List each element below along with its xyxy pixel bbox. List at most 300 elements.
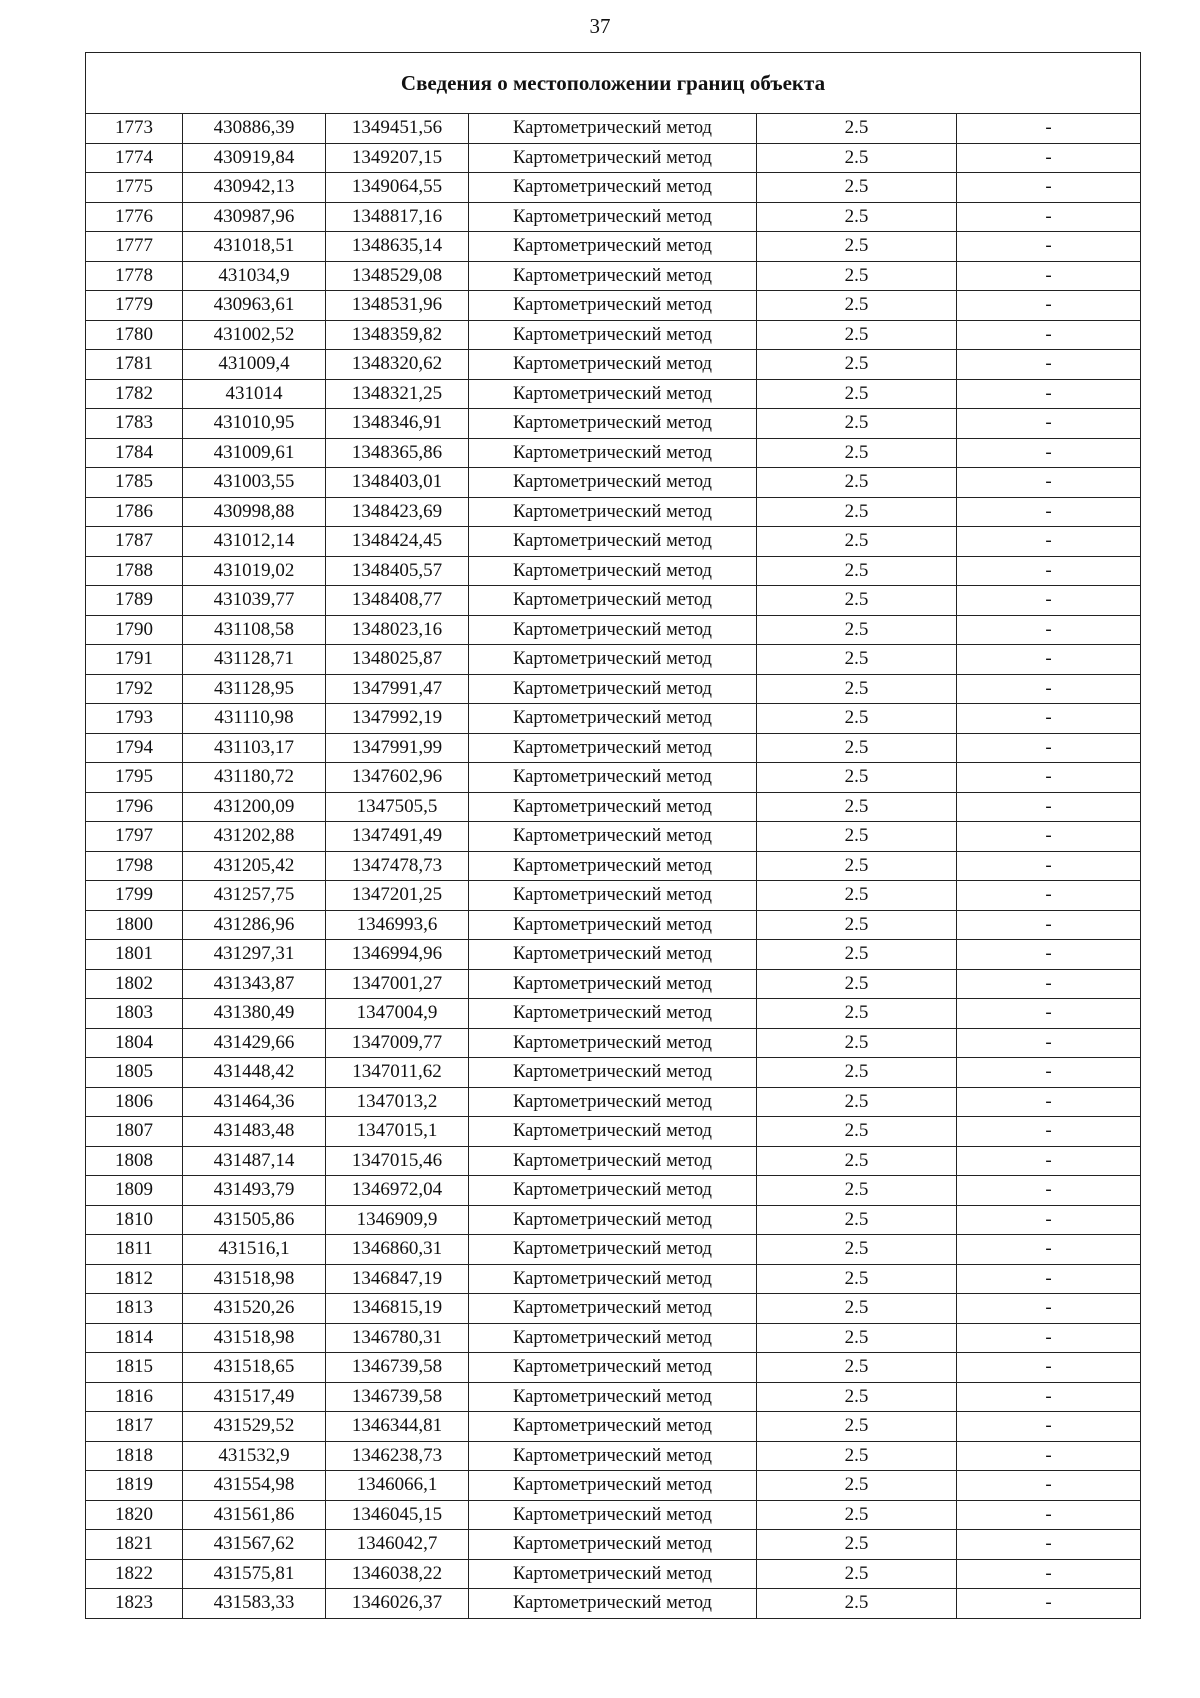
- description-cell: -: [957, 1382, 1141, 1412]
- table-row: [86, 143, 1141, 173]
- y-coordinate-cell: 1346993,6: [326, 910, 469, 940]
- table-row: [86, 586, 1141, 616]
- point-number-cell: 1773: [86, 114, 183, 144]
- x-coordinate-cell: 431110,98: [183, 704, 326, 734]
- point-number-cell: 1789: [86, 586, 183, 616]
- point-number-cell: 1785: [86, 468, 183, 498]
- point-number-cell: 1795: [86, 763, 183, 793]
- table-row: [86, 350, 1141, 380]
- point-number-cell: 1774: [86, 143, 183, 173]
- table-row: [86, 202, 1141, 232]
- point-number-cell: 1794: [86, 733, 183, 763]
- description-cell: -: [957, 556, 1141, 586]
- x-coordinate-cell: 431554,98: [183, 1471, 326, 1501]
- point-number-cell: 1775: [86, 173, 183, 203]
- description-cell: -: [957, 1205, 1141, 1235]
- x-coordinate-cell: 431034,9: [183, 261, 326, 291]
- description-cell: -: [957, 261, 1141, 291]
- point-number-cell: 1793: [86, 704, 183, 734]
- point-number-cell: 1792: [86, 674, 183, 704]
- y-coordinate-cell: 1347004,9: [326, 999, 469, 1029]
- accuracy-cell: 2.5: [757, 1412, 957, 1442]
- y-coordinate-cell: 1346045,15: [326, 1500, 469, 1530]
- point-number-cell: 1799: [86, 881, 183, 911]
- method-cell: Картометрический метод: [469, 320, 757, 350]
- method-cell: Картометрический метод: [469, 586, 757, 616]
- y-coordinate-cell: 1346780,31: [326, 1323, 469, 1353]
- accuracy-cell: 2.5: [757, 999, 957, 1029]
- table-row: [86, 1146, 1141, 1176]
- method-cell: Картометрический метод: [469, 143, 757, 173]
- y-coordinate-cell: 1347991,47: [326, 674, 469, 704]
- accuracy-cell: 2.5: [757, 615, 957, 645]
- table-row: [86, 881, 1141, 911]
- x-coordinate-cell: 431010,95: [183, 409, 326, 439]
- description-cell: -: [957, 586, 1141, 616]
- method-cell: Картометрический метод: [469, 1028, 757, 1058]
- table-body: [86, 114, 1141, 1619]
- accuracy-cell: 2.5: [757, 1294, 957, 1324]
- y-coordinate-cell: 1347015,46: [326, 1146, 469, 1176]
- table-row: [86, 792, 1141, 822]
- description-cell: -: [957, 350, 1141, 380]
- y-coordinate-cell: 1348321,25: [326, 379, 469, 409]
- x-coordinate-cell: 430942,13: [183, 173, 326, 203]
- x-coordinate-cell: 431257,75: [183, 881, 326, 911]
- y-coordinate-cell: 1346860,31: [326, 1235, 469, 1265]
- table-row: [86, 999, 1141, 1029]
- description-cell: -: [957, 733, 1141, 763]
- accuracy-cell: 2.5: [757, 1382, 957, 1412]
- table-row: [86, 527, 1141, 557]
- accuracy-cell: 2.5: [757, 881, 957, 911]
- description-cell: -: [957, 1559, 1141, 1589]
- x-coordinate-cell: 431567,62: [183, 1530, 326, 1560]
- x-coordinate-cell: 431561,86: [183, 1500, 326, 1530]
- accuracy-cell: 2.5: [757, 173, 957, 203]
- x-coordinate-cell: 431003,55: [183, 468, 326, 498]
- table-row: [86, 1441, 1141, 1471]
- point-number-cell: 1821: [86, 1530, 183, 1560]
- x-coordinate-cell: 431009,4: [183, 350, 326, 380]
- table-row: [86, 1353, 1141, 1383]
- table-row: [86, 114, 1141, 144]
- method-cell: Картометрический метод: [469, 1323, 757, 1353]
- method-cell: Картометрический метод: [469, 881, 757, 911]
- method-cell: Картометрический метод: [469, 822, 757, 852]
- description-cell: -: [957, 822, 1141, 852]
- x-coordinate-cell: 431343,87: [183, 969, 326, 999]
- y-coordinate-cell: 1348320,62: [326, 350, 469, 380]
- table-row: [86, 173, 1141, 203]
- point-number-cell: 1788: [86, 556, 183, 586]
- description-cell: -: [957, 202, 1141, 232]
- description-cell: -: [957, 910, 1141, 940]
- table-row: [86, 261, 1141, 291]
- y-coordinate-cell: 1347013,2: [326, 1087, 469, 1117]
- method-cell: Картометрический метод: [469, 1530, 757, 1560]
- x-coordinate-cell: 431103,17: [183, 733, 326, 763]
- method-cell: Картометрический метод: [469, 763, 757, 793]
- description-cell: -: [957, 379, 1141, 409]
- method-cell: Картометрический метод: [469, 1589, 757, 1619]
- table-row: [86, 763, 1141, 793]
- accuracy-cell: 2.5: [757, 733, 957, 763]
- table-row: [86, 969, 1141, 999]
- y-coordinate-cell: 1347201,25: [326, 881, 469, 911]
- description-cell: -: [957, 615, 1141, 645]
- x-coordinate-cell: 431583,33: [183, 1589, 326, 1619]
- method-cell: Картометрический метод: [469, 1441, 757, 1471]
- method-cell: Картометрический метод: [469, 851, 757, 881]
- method-cell: Картометрический метод: [469, 1087, 757, 1117]
- y-coordinate-cell: 1346042,7: [326, 1530, 469, 1560]
- method-cell: Картометрический метод: [469, 409, 757, 439]
- point-number-cell: 1800: [86, 910, 183, 940]
- table-row: [86, 1264, 1141, 1294]
- method-cell: Картометрический метод: [469, 615, 757, 645]
- method-cell: Картометрический метод: [469, 173, 757, 203]
- description-cell: -: [957, 645, 1141, 675]
- y-coordinate-cell: 1346847,19: [326, 1264, 469, 1294]
- description-cell: -: [957, 1087, 1141, 1117]
- accuracy-cell: 2.5: [757, 1500, 957, 1530]
- x-coordinate-cell: 431012,14: [183, 527, 326, 557]
- y-coordinate-cell: 1347491,49: [326, 822, 469, 852]
- method-cell: Картометрический метод: [469, 1294, 757, 1324]
- x-coordinate-cell: 431128,71: [183, 645, 326, 675]
- point-number-cell: 1808: [86, 1146, 183, 1176]
- point-number-cell: 1801: [86, 940, 183, 970]
- table-row: [86, 1028, 1141, 1058]
- point-number-cell: 1782: [86, 379, 183, 409]
- description-cell: -: [957, 999, 1141, 1029]
- x-coordinate-cell: 431575,81: [183, 1559, 326, 1589]
- method-cell: Картометрический метод: [469, 1058, 757, 1088]
- method-cell: Картометрический метод: [469, 1235, 757, 1265]
- method-cell: Картометрический метод: [469, 1176, 757, 1206]
- description-cell: -: [957, 468, 1141, 498]
- description-cell: -: [957, 851, 1141, 881]
- y-coordinate-cell: 1348817,16: [326, 202, 469, 232]
- method-cell: Картометрический метод: [469, 202, 757, 232]
- description-cell: -: [957, 438, 1141, 468]
- point-number-cell: 1776: [86, 202, 183, 232]
- y-coordinate-cell: 1346909,9: [326, 1205, 469, 1235]
- accuracy-cell: 2.5: [757, 497, 957, 527]
- point-number-cell: 1790: [86, 615, 183, 645]
- table-row: [86, 320, 1141, 350]
- description-cell: -: [957, 1235, 1141, 1265]
- x-coordinate-cell: 431380,49: [183, 999, 326, 1029]
- x-coordinate-cell: 431429,66: [183, 1028, 326, 1058]
- table-row: [86, 733, 1141, 763]
- description-cell: -: [957, 1117, 1141, 1147]
- point-number-cell: 1814: [86, 1323, 183, 1353]
- accuracy-cell: 2.5: [757, 940, 957, 970]
- table-row: [86, 1058, 1141, 1088]
- x-coordinate-cell: 431518,65: [183, 1353, 326, 1383]
- x-coordinate-cell: 431014: [183, 379, 326, 409]
- method-cell: Картометрический метод: [469, 556, 757, 586]
- accuracy-cell: 2.5: [757, 114, 957, 144]
- point-number-cell: 1806: [86, 1087, 183, 1117]
- x-coordinate-cell: 431487,14: [183, 1146, 326, 1176]
- y-coordinate-cell: 1348403,01: [326, 468, 469, 498]
- table-row: [86, 379, 1141, 409]
- table-row: [86, 1500, 1141, 1530]
- description-cell: -: [957, 1441, 1141, 1471]
- x-coordinate-cell: 431518,98: [183, 1264, 326, 1294]
- page-number: 37: [589, 14, 611, 38]
- method-cell: Картометрический метод: [469, 674, 757, 704]
- x-coordinate-cell: 430963,61: [183, 291, 326, 321]
- point-number-cell: 1817: [86, 1412, 183, 1442]
- x-coordinate-cell: 431108,58: [183, 615, 326, 645]
- description-cell: -: [957, 1146, 1141, 1176]
- description-cell: -: [957, 763, 1141, 793]
- y-coordinate-cell: 1347991,99: [326, 733, 469, 763]
- accuracy-cell: 2.5: [757, 379, 957, 409]
- accuracy-cell: 2.5: [757, 232, 957, 262]
- accuracy-cell: 2.5: [757, 792, 957, 822]
- y-coordinate-cell: 1347001,27: [326, 969, 469, 999]
- point-number-cell: 1779: [86, 291, 183, 321]
- accuracy-cell: 2.5: [757, 1323, 957, 1353]
- accuracy-cell: 2.5: [757, 645, 957, 675]
- x-coordinate-cell: 431493,79: [183, 1176, 326, 1206]
- point-number-cell: 1796: [86, 792, 183, 822]
- x-coordinate-cell: 430987,96: [183, 202, 326, 232]
- accuracy-cell: 2.5: [757, 910, 957, 940]
- y-coordinate-cell: 1346739,58: [326, 1382, 469, 1412]
- method-cell: Картометрический метод: [469, 379, 757, 409]
- x-coordinate-cell: 431018,51: [183, 232, 326, 262]
- y-coordinate-cell: 1348359,82: [326, 320, 469, 350]
- accuracy-cell: 2.5: [757, 468, 957, 498]
- accuracy-cell: 2.5: [757, 674, 957, 704]
- point-number-cell: 1807: [86, 1117, 183, 1147]
- table-row: [86, 910, 1141, 940]
- method-cell: Картометрический метод: [469, 350, 757, 380]
- accuracy-cell: 2.5: [757, 350, 957, 380]
- point-number-cell: 1820: [86, 1500, 183, 1530]
- accuracy-cell: 2.5: [757, 202, 957, 232]
- accuracy-cell: 2.5: [757, 1353, 957, 1383]
- point-number-cell: 1781: [86, 350, 183, 380]
- point-number-cell: 1822: [86, 1559, 183, 1589]
- description-cell: -: [957, 1530, 1141, 1560]
- point-number-cell: 1804: [86, 1028, 183, 1058]
- x-coordinate-cell: 431448,42: [183, 1058, 326, 1088]
- accuracy-cell: 2.5: [757, 291, 957, 321]
- table-row: [86, 556, 1141, 586]
- x-coordinate-cell: 431009,61: [183, 438, 326, 468]
- table-row: [86, 1559, 1141, 1589]
- table-row: [86, 1117, 1141, 1147]
- point-number-cell: 1780: [86, 320, 183, 350]
- table-row: [86, 1530, 1141, 1560]
- description-cell: -: [957, 1500, 1141, 1530]
- y-coordinate-cell: 1347505,5: [326, 792, 469, 822]
- method-cell: Картометрический метод: [469, 1117, 757, 1147]
- accuracy-cell: 2.5: [757, 1559, 957, 1589]
- point-number-cell: 1784: [86, 438, 183, 468]
- description-cell: -: [957, 792, 1141, 822]
- description-cell: -: [957, 232, 1141, 262]
- point-number-cell: 1816: [86, 1382, 183, 1412]
- point-number-cell: 1815: [86, 1353, 183, 1383]
- accuracy-cell: 2.5: [757, 763, 957, 793]
- method-cell: Картометрический метод: [469, 910, 757, 940]
- table-row: [86, 615, 1141, 645]
- y-coordinate-cell: 1348346,91: [326, 409, 469, 439]
- method-cell: Картометрический метод: [469, 1146, 757, 1176]
- description-cell: -: [957, 1471, 1141, 1501]
- accuracy-cell: 2.5: [757, 1028, 957, 1058]
- accuracy-cell: 2.5: [757, 143, 957, 173]
- y-coordinate-cell: 1348405,57: [326, 556, 469, 586]
- x-coordinate-cell: 431297,31: [183, 940, 326, 970]
- table-row: [86, 1323, 1141, 1353]
- accuracy-cell: 2.5: [757, 261, 957, 291]
- table-title: Сведения о местоположении границ объекта: [86, 53, 1141, 114]
- y-coordinate-cell: 1346026,37: [326, 1589, 469, 1619]
- method-cell: Картометрический метод: [469, 1500, 757, 1530]
- y-coordinate-cell: 1348365,86: [326, 438, 469, 468]
- y-coordinate-cell: 1346815,19: [326, 1294, 469, 1324]
- y-coordinate-cell: 1347015,1: [326, 1117, 469, 1147]
- table-row: [86, 497, 1141, 527]
- method-cell: Картометрический метод: [469, 969, 757, 999]
- method-cell: Картометрический метод: [469, 497, 757, 527]
- accuracy-cell: 2.5: [757, 969, 957, 999]
- point-number-cell: 1819: [86, 1471, 183, 1501]
- method-cell: Картометрический метод: [469, 1205, 757, 1235]
- accuracy-cell: 2.5: [757, 1589, 957, 1619]
- method-cell: Картометрический метод: [469, 733, 757, 763]
- point-number-cell: 1777: [86, 232, 183, 262]
- x-coordinate-cell: 431019,02: [183, 556, 326, 586]
- method-cell: Картометрический метод: [469, 1471, 757, 1501]
- accuracy-cell: 2.5: [757, 1264, 957, 1294]
- method-cell: Картометрический метод: [469, 1382, 757, 1412]
- y-coordinate-cell: 1348023,16: [326, 615, 469, 645]
- table-row: [86, 1294, 1141, 1324]
- method-cell: Картометрический метод: [469, 232, 757, 262]
- x-coordinate-cell: 431200,09: [183, 792, 326, 822]
- table-row: [86, 940, 1141, 970]
- description-cell: -: [957, 497, 1141, 527]
- x-coordinate-cell: 431180,72: [183, 763, 326, 793]
- description-cell: -: [957, 143, 1141, 173]
- table-row: [86, 291, 1141, 321]
- method-cell: Картометрический метод: [469, 645, 757, 675]
- y-coordinate-cell: 1348531,96: [326, 291, 469, 321]
- method-cell: Картометрический метод: [469, 704, 757, 734]
- accuracy-cell: 2.5: [757, 822, 957, 852]
- table-row: [86, 1471, 1141, 1501]
- table-row: [86, 1235, 1141, 1265]
- point-number-cell: 1802: [86, 969, 183, 999]
- point-number-cell: 1791: [86, 645, 183, 675]
- y-coordinate-cell: 1347602,96: [326, 763, 469, 793]
- y-coordinate-cell: 1348408,77: [326, 586, 469, 616]
- y-coordinate-cell: 1347009,77: [326, 1028, 469, 1058]
- method-cell: Картометрический метод: [469, 1412, 757, 1442]
- point-number-cell: 1818: [86, 1441, 183, 1471]
- table-row: [86, 1382, 1141, 1412]
- accuracy-cell: 2.5: [757, 320, 957, 350]
- method-cell: Картометрический метод: [469, 291, 757, 321]
- point-number-cell: 1811: [86, 1235, 183, 1265]
- y-coordinate-cell: 1349207,15: [326, 143, 469, 173]
- accuracy-cell: 2.5: [757, 1235, 957, 1265]
- point-number-cell: 1810: [86, 1205, 183, 1235]
- accuracy-cell: 2.5: [757, 586, 957, 616]
- method-cell: Картометрический метод: [469, 1264, 757, 1294]
- x-coordinate-cell: 431128,95: [183, 674, 326, 704]
- point-number-cell: 1778: [86, 261, 183, 291]
- method-cell: Картометрический метод: [469, 940, 757, 970]
- accuracy-cell: 2.5: [757, 527, 957, 557]
- y-coordinate-cell: 1349451,56: [326, 114, 469, 144]
- description-cell: -: [957, 704, 1141, 734]
- y-coordinate-cell: 1347011,62: [326, 1058, 469, 1088]
- accuracy-cell: 2.5: [757, 1530, 957, 1560]
- x-coordinate-cell: 431505,86: [183, 1205, 326, 1235]
- point-number-cell: 1823: [86, 1589, 183, 1619]
- accuracy-cell: 2.5: [757, 1058, 957, 1088]
- accuracy-cell: 2.5: [757, 1146, 957, 1176]
- y-coordinate-cell: 1348025,87: [326, 645, 469, 675]
- table-row: [86, 468, 1141, 498]
- description-cell: -: [957, 1028, 1141, 1058]
- y-coordinate-cell: 1347478,73: [326, 851, 469, 881]
- description-cell: -: [957, 1294, 1141, 1324]
- accuracy-cell: 2.5: [757, 1471, 957, 1501]
- table-row: [86, 704, 1141, 734]
- x-coordinate-cell: 431532,9: [183, 1441, 326, 1471]
- x-coordinate-cell: 430886,39: [183, 114, 326, 144]
- x-coordinate-cell: 431483,48: [183, 1117, 326, 1147]
- description-cell: -: [957, 527, 1141, 557]
- y-coordinate-cell: 1346972,04: [326, 1176, 469, 1206]
- accuracy-cell: 2.5: [757, 438, 957, 468]
- table-title-row: [86, 53, 1141, 114]
- description-cell: -: [957, 114, 1141, 144]
- point-number-cell: 1805: [86, 1058, 183, 1088]
- description-cell: -: [957, 1412, 1141, 1442]
- accuracy-cell: 2.5: [757, 1176, 957, 1206]
- table-row: [86, 674, 1141, 704]
- y-coordinate-cell: 1348423,69: [326, 497, 469, 527]
- table-row: [86, 1589, 1141, 1619]
- method-cell: Картометрический метод: [469, 999, 757, 1029]
- point-number-cell: 1787: [86, 527, 183, 557]
- description-cell: -: [957, 1353, 1141, 1383]
- y-coordinate-cell: 1346344,81: [326, 1412, 469, 1442]
- description-cell: -: [957, 291, 1141, 321]
- accuracy-cell: 2.5: [757, 851, 957, 881]
- description-cell: -: [957, 1589, 1141, 1619]
- x-coordinate-cell: 431039,77: [183, 586, 326, 616]
- x-coordinate-cell: 430998,88: [183, 497, 326, 527]
- description-cell: -: [957, 674, 1141, 704]
- table-row: [86, 1205, 1141, 1235]
- method-cell: Картометрический метод: [469, 1559, 757, 1589]
- x-coordinate-cell: 431205,42: [183, 851, 326, 881]
